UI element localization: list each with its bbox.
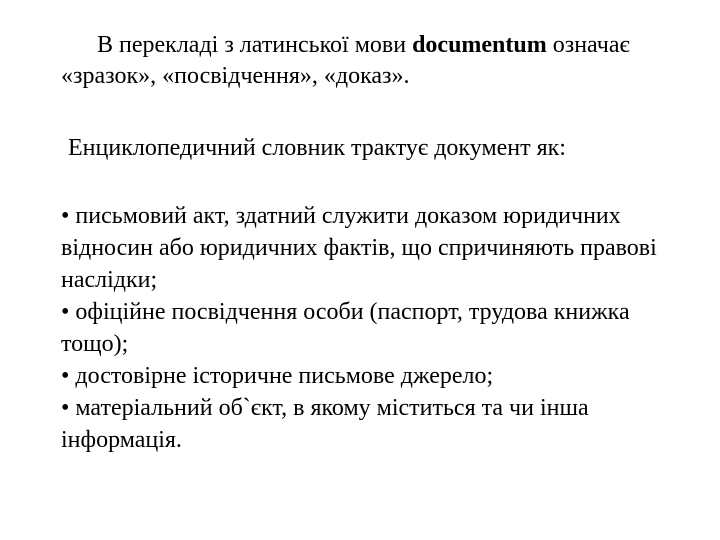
definition-item-written-act: • письмовий акт, здатний служити доказом юридичних відносин або юридичних фактів, що спричиняють правові наслідки; xyxy=(61,203,657,293)
intro-lead-text: В перекладі з латинської мови xyxy=(97,32,413,58)
definition-item-identity-document: • офіційне посвідчення особи (паспорт, трудова книжка тощо); xyxy=(61,299,630,357)
encyclopedia-paragraph xyxy=(68,133,708,164)
intro-rest-text: означає «зразок», «посвідчення», «доказ». xyxy=(61,32,630,89)
intro-paragraph xyxy=(61,30,701,92)
definition-item-historical-source: • достовірне історичне письмове джерело; xyxy=(61,363,494,389)
encyclopedia-text: Енциклопедичний словник трактує документ як: xyxy=(68,135,566,161)
definitions-list xyxy=(61,200,701,456)
definition-item-material-object: • матеріальний об`єкт, в якому міститься та чи інша інформація. xyxy=(61,395,589,453)
latin-term: documentum xyxy=(412,32,547,58)
